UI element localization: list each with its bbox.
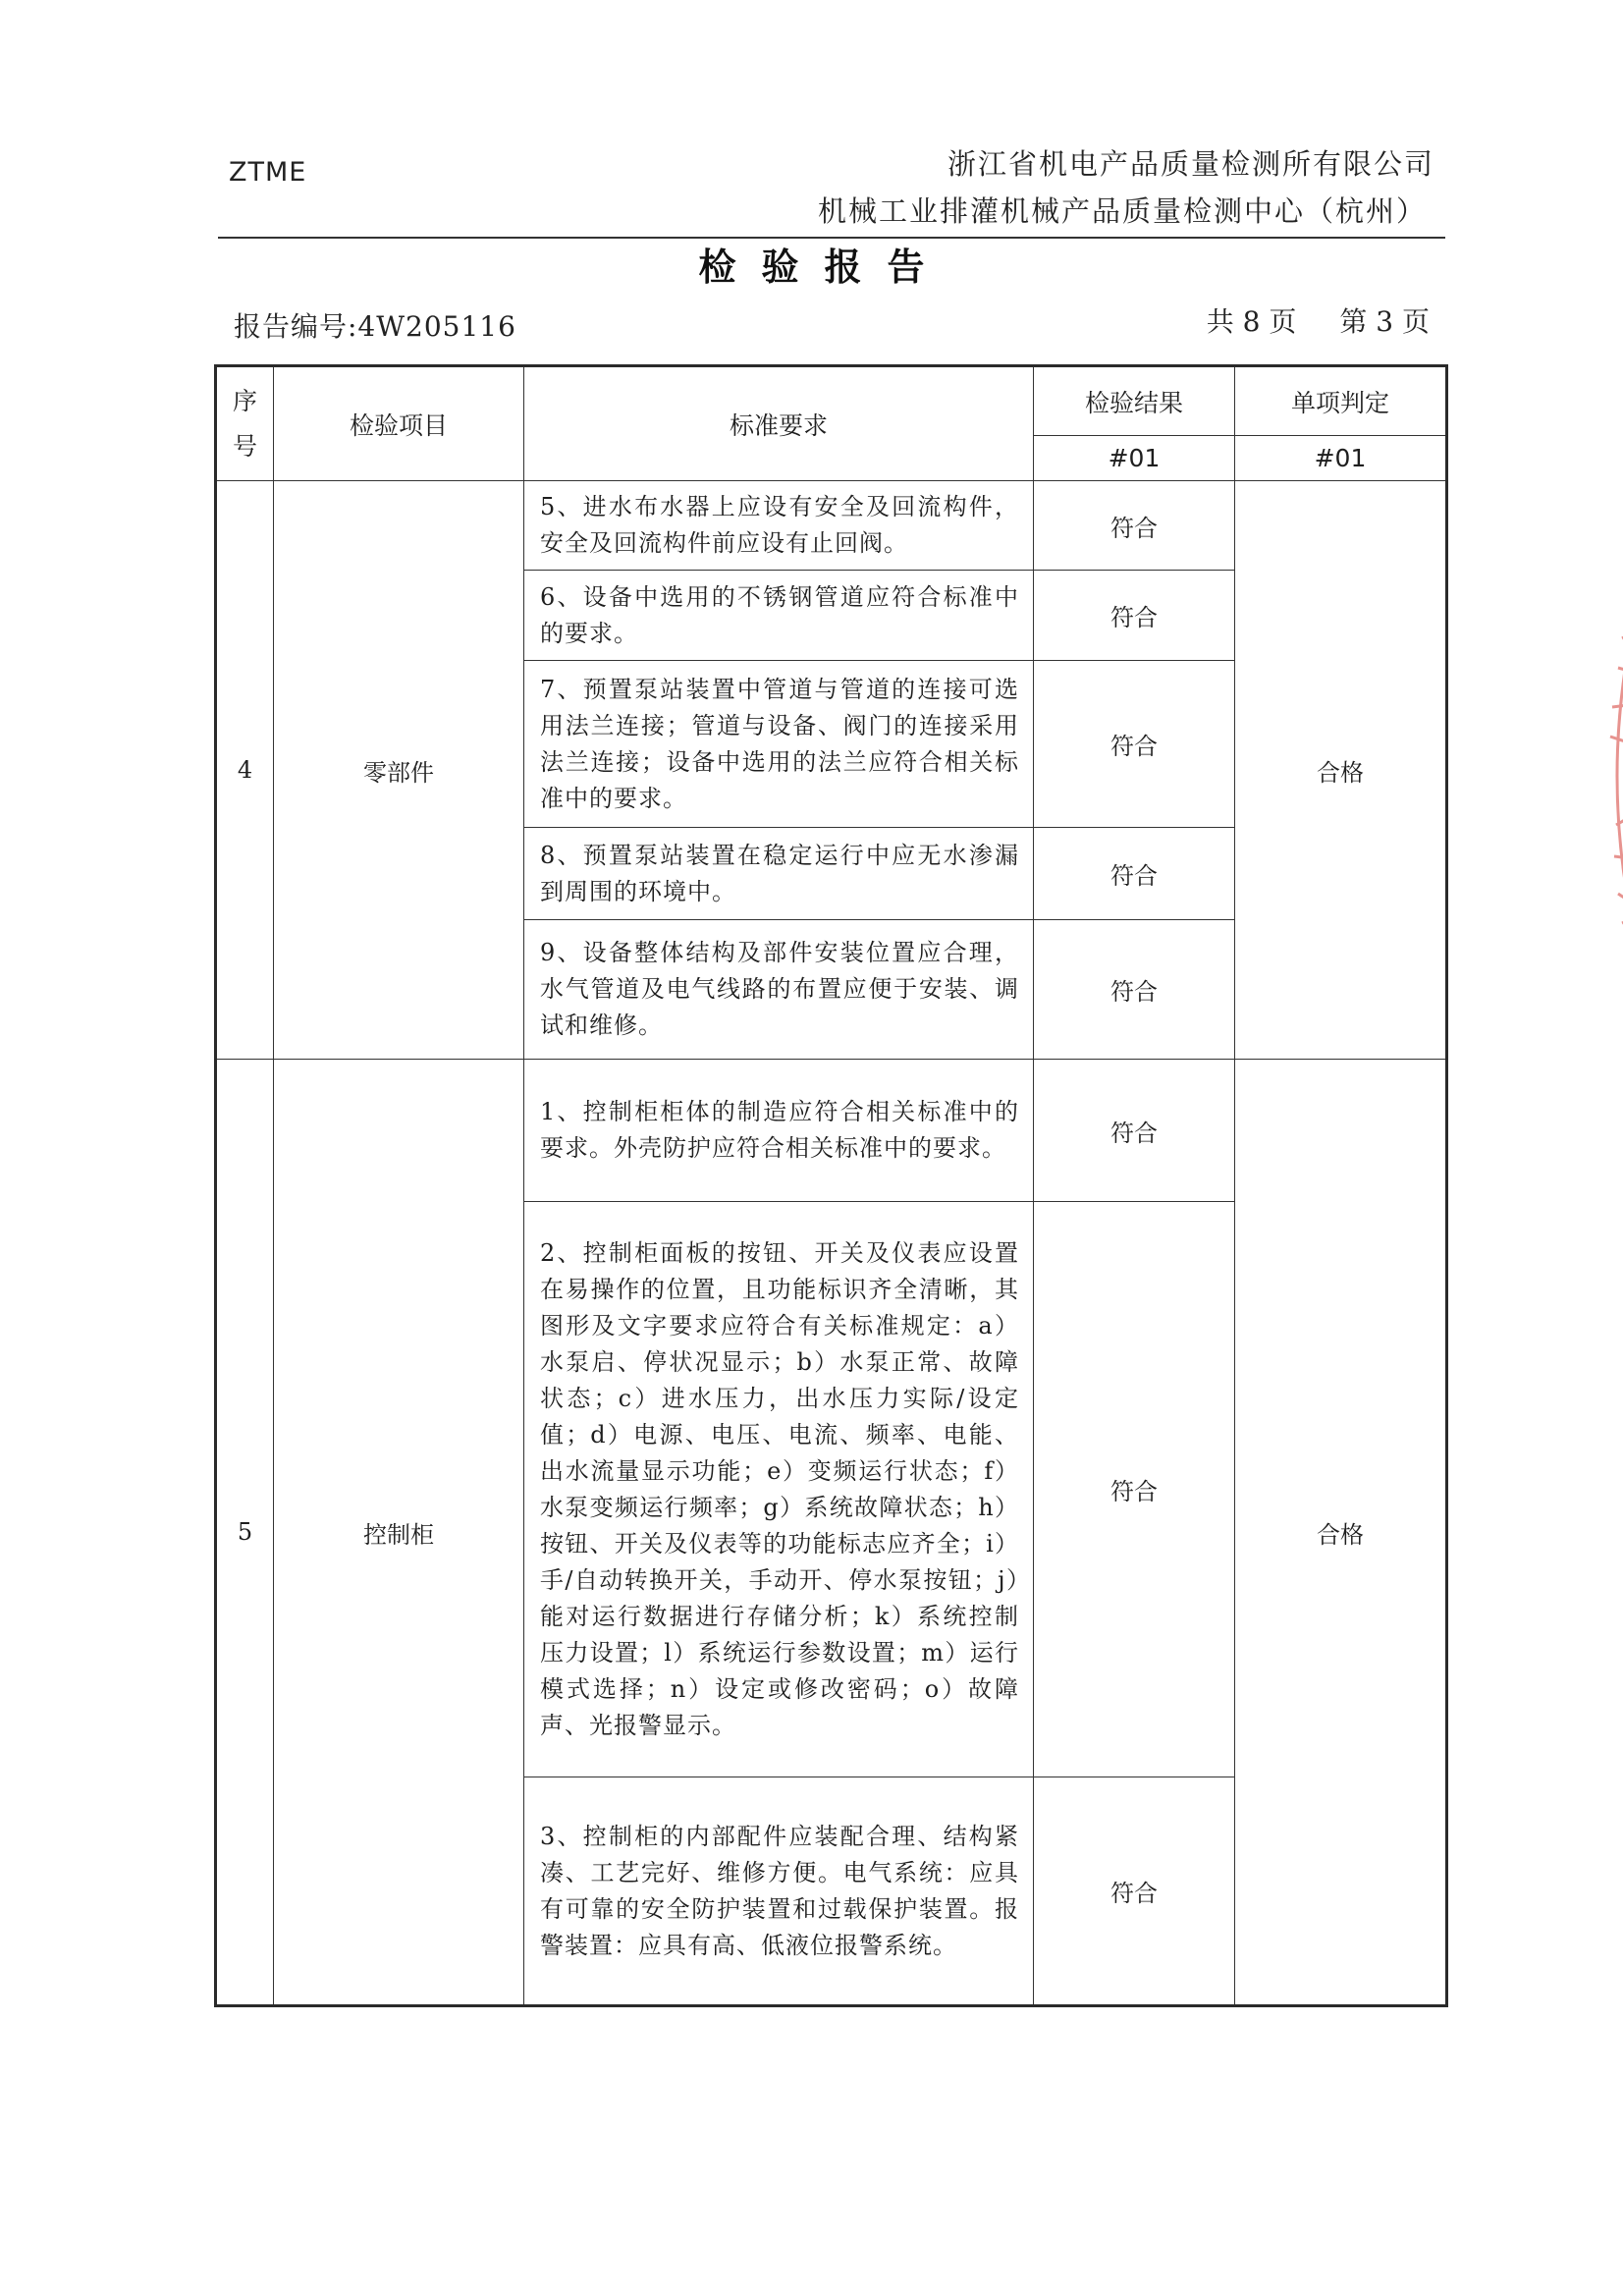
requirement-cell: 8、预置泵站装置在稳定运行中应无水渗漏到周围的环境中。 bbox=[524, 828, 1034, 920]
header-seq-char2: 号 bbox=[232, 431, 257, 461]
header-seq bbox=[216, 366, 274, 481]
header-judgement-sample: #01 bbox=[1235, 436, 1447, 481]
result-cell: 符合 bbox=[1034, 481, 1235, 571]
table-row bbox=[216, 1060, 1447, 1202]
result-cell: 符合 bbox=[1034, 920, 1235, 1060]
result-cell: 符合 bbox=[1034, 828, 1235, 920]
header-result-sample: #01 bbox=[1034, 436, 1235, 481]
logo-text: ZTME bbox=[229, 157, 307, 188]
org-name-line2: 机械工业排灌机械产品质量检测中心（杭州） bbox=[817, 194, 1427, 228]
seq-cell: 4 bbox=[216, 481, 274, 1060]
requirement-cell: 7、预置泵站装置中管道与管道的连接可选用法兰连接；管道与设备、阀门的连接采用法兰连接；设备中选用的法兰应符合相关标准中的要求。 bbox=[524, 661, 1034, 828]
seq-cell: 5 bbox=[216, 1060, 274, 2006]
page-number: 第 3 页 bbox=[1339, 305, 1430, 338]
report-number: 报告编号:4W205116 bbox=[234, 310, 516, 343]
requirement-cell: 3、控制柜的内部配件应装配合理、结构紧凑、工艺完好、维修方便。电气系统：应具有可靠的安全防护装置和过载保护装置。报警装置：应具有高、低液位报警系统。 bbox=[524, 1777, 1034, 2006]
result-cell: 符合 bbox=[1034, 1777, 1235, 2006]
seal-stamp bbox=[1583, 599, 1623, 953]
result-cell: 符合 bbox=[1034, 571, 1235, 661]
header-result: 检验结果 bbox=[1034, 366, 1235, 436]
total-pages: 共 8 页 bbox=[1206, 305, 1297, 338]
judgement-cell: 合格 bbox=[1235, 1060, 1447, 2006]
requirement-cell: 2、控制柜面板的按钮、开关及仪表应设置在易操作的位置，且功能标识齐全清晰，其图形及文字要求应符合有关标准规定：a）水泵启、停状况显示；b）水泵正常、故障状态；c）进水压力，出水压力实际/设定值；d）电源、电压、电流、频率、电能、出水流量显示功能；e）变频运行状态；f）水泵变频运行频率；g）系统故障状态；h）按钮、开关及仪表等的功能标志应齐全；i）手/自动转换开关，手动开、停水泵按钮；j）能对运行数据进行存储分析；k）系统控制压力设置；l）系统运行参数设置；m）运行模式选择；n）设定或修改密码；o）故障声、光报警显示。 bbox=[524, 1202, 1034, 1777]
requirement-cell: 6、设备中选用的不锈钢管道应符合标准中的要求。 bbox=[524, 571, 1034, 661]
item-cell: 零部件 bbox=[274, 481, 524, 1060]
item-cell: 控制柜 bbox=[274, 1060, 524, 2006]
table-header-row bbox=[216, 366, 1447, 436]
judgement-cell: 合格 bbox=[1235, 481, 1447, 1060]
result-cell: 符合 bbox=[1034, 1060, 1235, 1202]
requirement-cell: 1、控制柜柜体的制造应符合相关标准中的要求。外壳防护应符合相关标准中的要求。 bbox=[524, 1060, 1034, 1202]
header-item: 检验项目 bbox=[274, 366, 524, 481]
document-title: 检验报告 bbox=[698, 245, 950, 289]
inspection-table bbox=[214, 364, 1448, 2007]
header-requirement: 标准要求 bbox=[524, 366, 1034, 481]
requirement-cell: 5、进水布水器上应设有安全及回流构件，安全及回流构件前应设有止回阀。 bbox=[524, 481, 1034, 571]
result-cell: 符合 bbox=[1034, 1202, 1235, 1777]
org-name-line1: 浙江省机电产品质量检测所有限公司 bbox=[947, 147, 1434, 181]
result-cell: 符合 bbox=[1034, 661, 1235, 828]
table-row bbox=[216, 481, 1447, 571]
header-seq-char1: 序 bbox=[232, 386, 257, 415]
page-info bbox=[1207, 301, 1430, 340]
requirement-cell: 9、设备整体结构及部件安装位置应合理，水气管道及电气线路的布置应便于安装、调试和维修。 bbox=[524, 920, 1034, 1060]
header-judgement: 单项判定 bbox=[1235, 366, 1447, 436]
